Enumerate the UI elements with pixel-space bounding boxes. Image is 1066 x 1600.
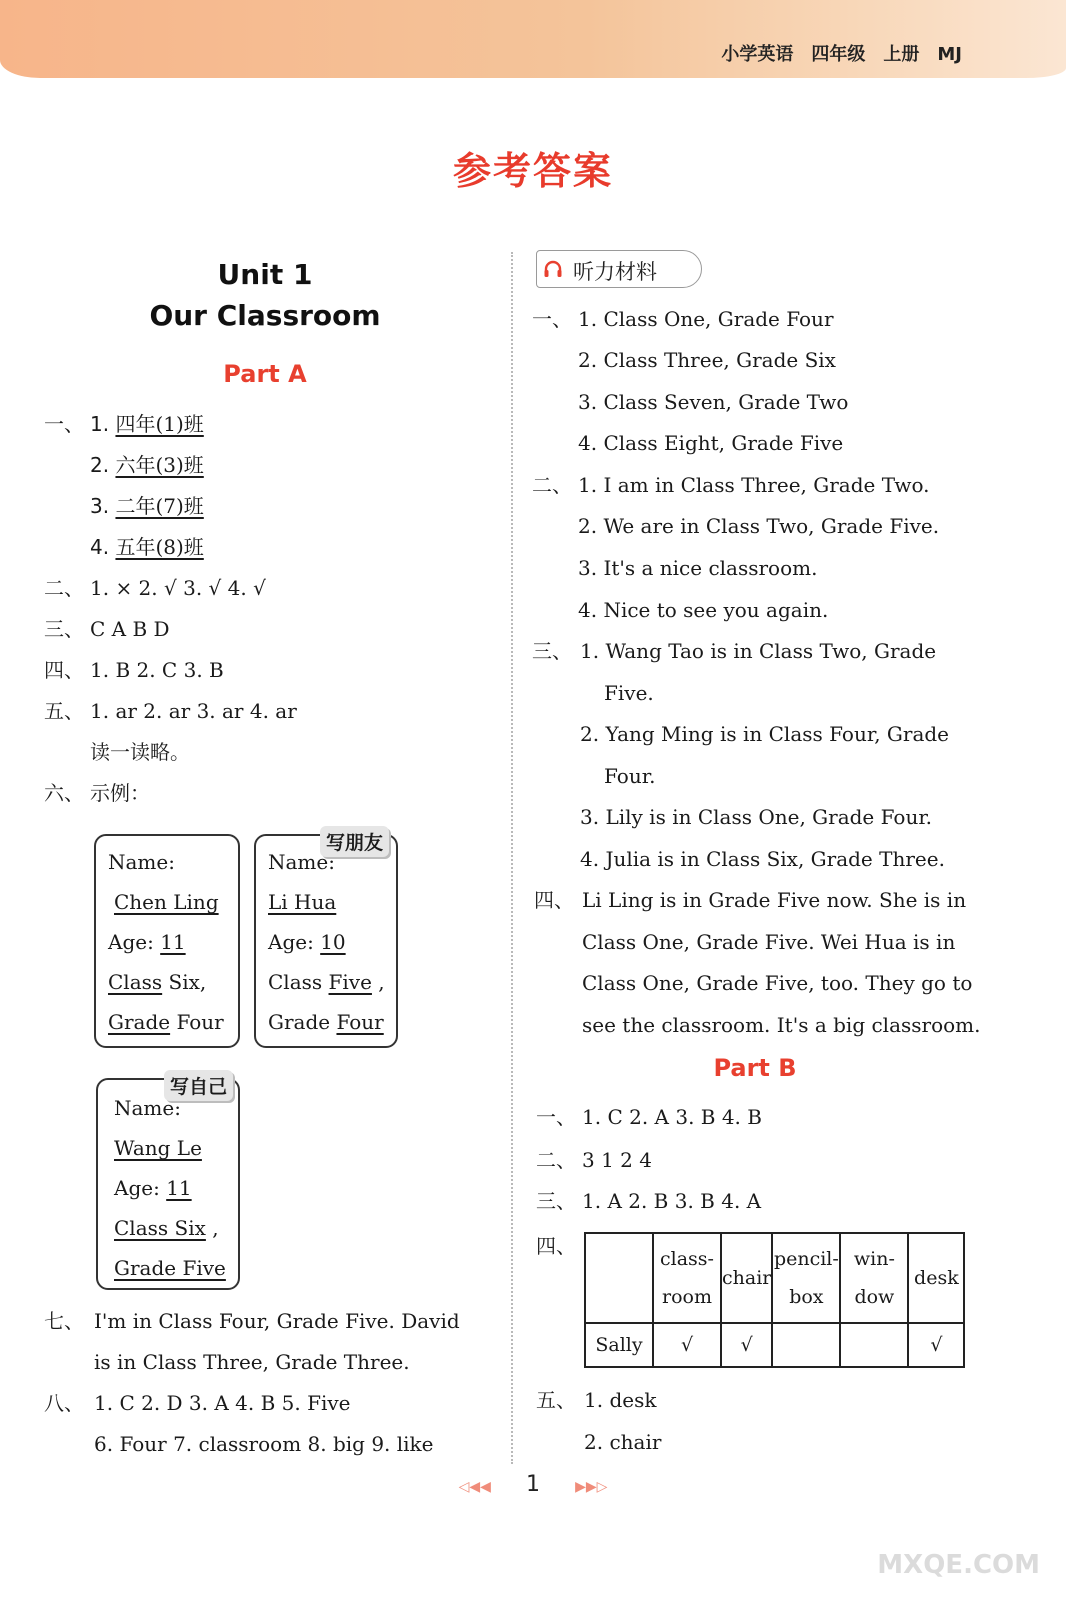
- card-3-grade: Grade Five: [114, 1256, 226, 1280]
- sample-card-1: [94, 834, 240, 1048]
- section-5-note: 读一读略。: [90, 740, 190, 764]
- listen-1-2: 2. Class Three, Grade Six: [578, 348, 836, 372]
- listen-section-2-marker: 二、: [532, 473, 572, 497]
- card-1-grade: Grade Four: [108, 1010, 224, 1034]
- section-5-marker: 五、: [44, 699, 84, 723]
- section-2-marker: 二、: [44, 576, 84, 600]
- table-header-cell: desk: [908, 1233, 964, 1323]
- card-2-grade: Grade Four: [268, 1010, 384, 1034]
- section-8-marker: 八、: [44, 1391, 84, 1415]
- listening-material-label: 听力材料: [573, 260, 657, 284]
- listen-2-2: 2. We are in Class Two, Grade Five.: [578, 514, 940, 538]
- b-section-2-marker: 二、: [536, 1148, 576, 1172]
- header-subject: 小学英语: [721, 44, 794, 65]
- prev-arrows-icon: ◁◀◀: [458, 1479, 491, 1495]
- answer-1-2: 2. 六年(3)班: [90, 453, 204, 477]
- table-cell: Sally: [585, 1323, 653, 1367]
- header-grade: 四年级: [811, 44, 866, 65]
- listening-material-tag: [536, 250, 702, 288]
- listen-3-2: 2. Yang Ming is in Class Four, Grade: [580, 722, 950, 746]
- card-3-tag: 写自己: [164, 1070, 233, 1101]
- listen-3-1-cont: Five.: [604, 681, 654, 705]
- column-divider: [511, 252, 513, 1464]
- card-2-age: Age: 10: [268, 930, 346, 954]
- listen-4-line-4: see the classroom. It's a big classroom.: [582, 1013, 981, 1037]
- card-3-name-label: Name:: [114, 1096, 181, 1120]
- table-header-cell: class- room: [653, 1233, 721, 1323]
- table-header-cell: pencil- box: [772, 1233, 840, 1323]
- card-2-name-label: Name:: [268, 850, 335, 874]
- listen-1-1: 1. Class One, Grade Four: [578, 307, 834, 331]
- listen-2-1: 1. I am in Class Three, Grade Two.: [578, 473, 930, 497]
- table-header-cell: win- dow: [840, 1233, 908, 1323]
- listen-3-4: 4. Julia is in Class Six, Grade Three.: [580, 847, 945, 871]
- listen-section-1-marker: 一、: [532, 307, 572, 331]
- section-7-marker: 七、: [44, 1309, 84, 1333]
- header-edition: MJ: [937, 44, 962, 65]
- section-4-marker: 四、: [44, 658, 84, 682]
- headphones-icon: [543, 259, 563, 279]
- answer-table: [584, 1232, 965, 1368]
- card-2-class: Class Five ,: [268, 970, 385, 994]
- listen-2-4: 4. Nice to see you again.: [578, 598, 829, 622]
- table-row: [585, 1323, 964, 1367]
- section-3-marker: 三、: [44, 617, 84, 641]
- table-cell: √: [721, 1323, 772, 1367]
- part-b-heading: Part B: [713, 1054, 797, 1082]
- listen-section-4-marker: 四、: [534, 888, 574, 912]
- table-cell: [772, 1323, 840, 1367]
- answer-1-1: 1. 四年(1)班: [90, 412, 204, 436]
- listen-4-line-2: Class One, Grade Five. Wei Hua is in: [582, 930, 956, 954]
- section-7-line-1: I'm in Class Four, Grade Five. David: [94, 1309, 460, 1333]
- table-header-row: [585, 1233, 964, 1323]
- b-section-5-marker: 五、: [536, 1388, 576, 1412]
- header-info: [703, 40, 962, 66]
- listen-4-line-3: Class One, Grade Five, too. They go to: [582, 971, 973, 995]
- b-section-3-marker: 三、: [536, 1189, 576, 1213]
- answer-1-4: 4. 五年(8)班: [90, 535, 204, 559]
- watermark-logo: [866, 1480, 1046, 1590]
- page-number: 1: [526, 1472, 540, 1497]
- listen-4-line-1: Li Ling is in Grade Five now. She is in: [582, 888, 967, 912]
- listen-section-3-marker: 三、: [532, 639, 572, 663]
- b-section-3-answers: 1. A 2. B 3. B 4. A: [582, 1189, 762, 1213]
- b-section-4-marker: 四、: [536, 1234, 576, 1258]
- table-header-cell: chair: [721, 1233, 772, 1323]
- card-1-name-value: Chen Ling: [114, 890, 219, 914]
- unit-name: Our Classroom: [149, 299, 381, 332]
- listen-1-3: 3. Class Seven, Grade Two: [578, 390, 849, 414]
- section-8-line-1: 1. C 2. D 3. A 4. B 5. Five: [94, 1391, 351, 1415]
- table-cell: √: [908, 1323, 964, 1367]
- b-section-1-marker: 一、: [536, 1105, 576, 1129]
- unit-number: Unit 1: [217, 258, 313, 291]
- card-2-name-value: Li Hua: [268, 890, 337, 914]
- section-6-label: 示例：: [90, 781, 150, 805]
- listen-2-3: 3. It's a nice classroom.: [578, 556, 818, 580]
- card-1-name-label: Name:: [108, 850, 175, 874]
- part-a-heading: Part A: [223, 360, 307, 388]
- card-2-tag: 写朋友: [320, 826, 389, 857]
- header-banner: [0, 0, 1066, 78]
- section-4-answers: 1. B 2. C 3. B: [90, 658, 224, 682]
- listen-3-1: 1. Wang Tao is in Class Two, Grade: [580, 639, 937, 663]
- page-title: 参考答案: [452, 149, 613, 193]
- section-7-line-2: is in Class Three, Grade Three.: [94, 1350, 410, 1374]
- listen-1-4: 4. Class Eight, Grade Five: [578, 431, 844, 455]
- watermark-text: MXQE.COM: [877, 1550, 1040, 1580]
- card-1-class: Class Six,: [108, 970, 207, 994]
- listen-3-3: 3. Lily is in Class One, Grade Four.: [580, 805, 933, 829]
- section-2-answers: 1. × 2. √ 3. √ 4. √: [90, 576, 266, 600]
- card-3-class: Class Six ,: [114, 1216, 219, 1240]
- sample-card-2: [254, 834, 398, 1048]
- answer-1-3: 3. 二年(7)班: [90, 494, 204, 518]
- sample-card-3: [96, 1078, 240, 1290]
- b-5-1: 1. desk: [584, 1388, 657, 1412]
- section-5-answers: 1. ar 2. ar 3. ar 4. ar: [90, 699, 297, 723]
- card-3-age: Age: 11: [114, 1176, 192, 1200]
- listen-3-2-cont: Four.: [604, 764, 656, 788]
- header-volume: 上册: [883, 44, 920, 65]
- b-section-2-answers: 3 1 2 4: [582, 1148, 652, 1172]
- section-8-line-2: 6. Four 7. classroom 8. big 9. like: [94, 1432, 434, 1456]
- card-1-age: Age: 11: [108, 930, 186, 954]
- section-6-marker: 六、: [44, 781, 84, 805]
- table-cell: √: [653, 1323, 721, 1367]
- b-section-1-answers: 1. C 2. A 3. B 4. B: [582, 1105, 762, 1129]
- b-5-2: 2. chair: [584, 1430, 662, 1454]
- section-1-marker: 一、: [44, 412, 84, 436]
- next-arrows-icon: ▶▶▷: [575, 1479, 608, 1495]
- table-header-cell: [585, 1233, 653, 1323]
- card-3-name-value: Wang Le: [114, 1136, 202, 1160]
- section-3-answers: C A B D: [90, 617, 170, 641]
- table-cell: [840, 1323, 908, 1367]
